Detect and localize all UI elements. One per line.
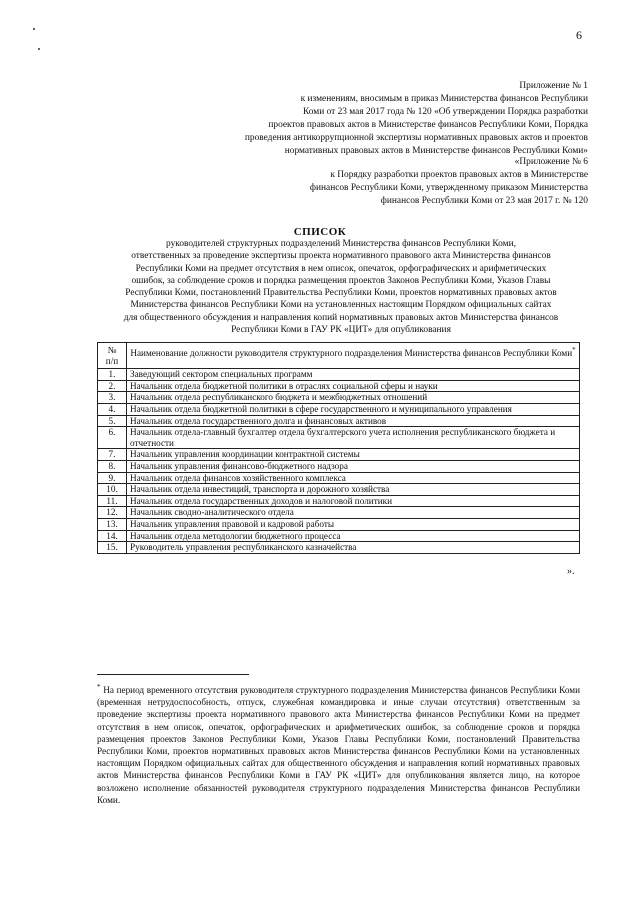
row-position: Начальник отдела методологии бюджетного процесса xyxy=(127,530,580,542)
appendix-1-heading: Приложение № 1 xyxy=(519,81,588,91)
row-position: Начальник отдела государственного долга и финансовых активов xyxy=(127,415,580,427)
row-position: Начальник отдела республиканского бюджета и межбюджетных отношений xyxy=(127,392,580,404)
page-number: 6 xyxy=(576,28,582,42)
row-number: 5. xyxy=(98,415,127,427)
row-position: Начальник отдела бюджетной политики в отраслях социальной сферы и науки xyxy=(127,380,580,392)
table-row xyxy=(98,392,580,404)
footnote-text: На период временного отсутствия руководителя структурного подразделения Министерства финансов Республики Коми (временная нетрудоспособность, отпуск, служебная командировка и иные случаи отсутствия) ответственным за проведение экспертизы проекта нормативного правового акта Министерства финансов Республики Коми на предмет отсутствия в нем описок, опечаток, орфографических и арифметических ошибок, за соблюдение сроков и порядка размещения проектов Законов Республики Коми, Указов Главы Республики Коми, постановлений Правительства Республики Коми, проектов нормативных правовых актов Министерства финансов Республики Коми на установленных настоящим Порядком официальных сайтах для общественного обсуждения и направления копий нормативных правовых актов Министерства финансов Республики Коми в ГАУ РК «ЦИТ» для опубликования является лицо, на которое возложено исполнение обязанностей руководителя структурного подразделения Министерства финансов Республики Коми. xyxy=(97,685,580,805)
table-row xyxy=(98,484,580,496)
subtitle-line: для общественного обсуждения и направления копий нормативных правовых актов Министерства финансов xyxy=(123,312,559,323)
subtitle-line: Республики Коми на предмет отсутствия в нем описок, опечаток, орфографических и арифметических xyxy=(135,263,547,274)
row-number: 1. xyxy=(98,369,127,381)
footnote-mark: * xyxy=(572,346,576,354)
row-number: 13. xyxy=(98,518,127,530)
row-position: Начальник отдела инвестиций, транспорта и дорожного хозяйства xyxy=(127,484,580,496)
row-position: Начальник отдела-главный бухгалтер отдела бухгалтерского учета исполнения республиканского бюджета и отчетности xyxy=(127,427,580,449)
scan-speck xyxy=(33,28,35,30)
row-number: 15. xyxy=(98,542,127,554)
row-number: 3. xyxy=(98,392,127,404)
subtitle-line: Республики Коми, постановлений Правительства Республики Коми, проектов нормативных правовых актов xyxy=(125,288,557,299)
row-position: Начальник управления финансово-бюджетного надзора xyxy=(127,460,580,472)
table-row xyxy=(98,518,580,530)
row-position: Начальник отдела бюджетной политики в сфере государственного и муниципального управления xyxy=(127,403,580,415)
row-number: 9. xyxy=(98,472,127,484)
table-row xyxy=(98,415,580,427)
appendix-6-line: к Порядку разработки проектов правовых актов в Министерстве xyxy=(330,170,588,180)
row-position: Заведующий сектором специальных программ xyxy=(127,369,580,381)
subtitle-line: ответственных за проведение экспертизы проекта нормативного правового акта Министерства финансов xyxy=(131,251,551,262)
row-number: 10. xyxy=(98,484,127,496)
row-number: 11. xyxy=(98,495,127,507)
row-position: Руководитель управления республиканского казначейства xyxy=(127,542,580,554)
row-number: 2. xyxy=(98,380,127,392)
document-title: СПИСОК xyxy=(293,226,347,238)
appendix-1-line: проведения антикоррупционной экспертизы нормативных правовых актов и проектов xyxy=(244,133,588,143)
table-header-row xyxy=(98,343,580,369)
footnote-divider xyxy=(97,674,249,675)
subtitle-line: Республики Коми в ГАУ РК «ЦИТ» для опубликования xyxy=(231,325,451,336)
appendix-1-block xyxy=(128,80,588,158)
row-position: Начальник управления правовой и кадровой работы xyxy=(127,518,580,530)
row-number: 12. xyxy=(98,507,127,519)
row-number: 8. xyxy=(98,460,127,472)
document-subtitle xyxy=(82,238,600,336)
subtitle-line: ошибок, за соблюдение сроков и порядка размещения проектов Законов Республики Коми, Указов Главы xyxy=(131,275,551,286)
appendix-6-block xyxy=(148,156,588,208)
scan-speck xyxy=(38,48,40,50)
subtitle-line: Министерства финансов Республики Коми на установленных настоящим Порядком официальных сайтах xyxy=(130,300,552,311)
footnote xyxy=(97,681,580,806)
closing-quote: ». xyxy=(567,566,575,577)
header-position-text: Наименование должности руководителя структурного подразделения Министерства финансов Республики Коми xyxy=(130,348,573,359)
row-number: 6. xyxy=(98,427,127,449)
appendix-1-line: Коми от 23 мая 2017 года № 120 «Об утверждении Порядка разработки xyxy=(302,107,588,117)
row-position: Начальник сводно-аналитического отдела xyxy=(127,507,580,519)
row-number: 7. xyxy=(98,449,127,461)
subtitle-line: руководителей структурных подразделений Министерства финансов Республики Коми, xyxy=(166,239,516,249)
appendix-6-heading: «Приложение № 6 xyxy=(514,157,588,167)
table-row xyxy=(98,380,580,392)
header-number-symbol: № xyxy=(107,345,117,355)
table-row xyxy=(98,369,580,381)
table-row xyxy=(98,530,580,542)
table-row xyxy=(98,495,580,507)
table-row xyxy=(98,403,580,415)
table-row xyxy=(98,472,580,484)
table-row xyxy=(98,427,580,449)
table-row xyxy=(98,449,580,461)
positions-table xyxy=(97,342,580,554)
header-number-label: п/п xyxy=(105,355,119,366)
row-position: Начальник управления координации контрактной системы xyxy=(127,449,580,461)
appendix-1-line: нормативных правовых актов в Министерстве финансов Республики Коми» xyxy=(284,146,588,156)
row-position: Начальник отдела государственных доходов и налоговой политики xyxy=(127,495,580,507)
table-row xyxy=(98,460,580,472)
appendix-6-line: финансов Республики Коми, утвержденному приказом Министерства xyxy=(309,183,588,193)
appendix-6-line: финансов Республики Коми от 23 мая 2017 г. № 120 xyxy=(380,196,588,206)
row-number: 14. xyxy=(98,530,127,542)
appendix-1-line: к изменениям, вносимым в приказ Министерства финансов Республики xyxy=(300,94,588,104)
row-number: 4. xyxy=(98,403,127,415)
appendix-1-line: проектов правовых актов в Министерстве финансов Республики Коми, Порядка xyxy=(268,120,588,130)
row-position: Начальник отдела финансов хозяйственного комплекса xyxy=(127,472,580,484)
header-position-name xyxy=(127,343,580,369)
footnote-mark: * xyxy=(97,683,101,691)
header-number xyxy=(98,343,127,369)
table-row xyxy=(98,507,580,519)
table-row xyxy=(98,542,580,554)
